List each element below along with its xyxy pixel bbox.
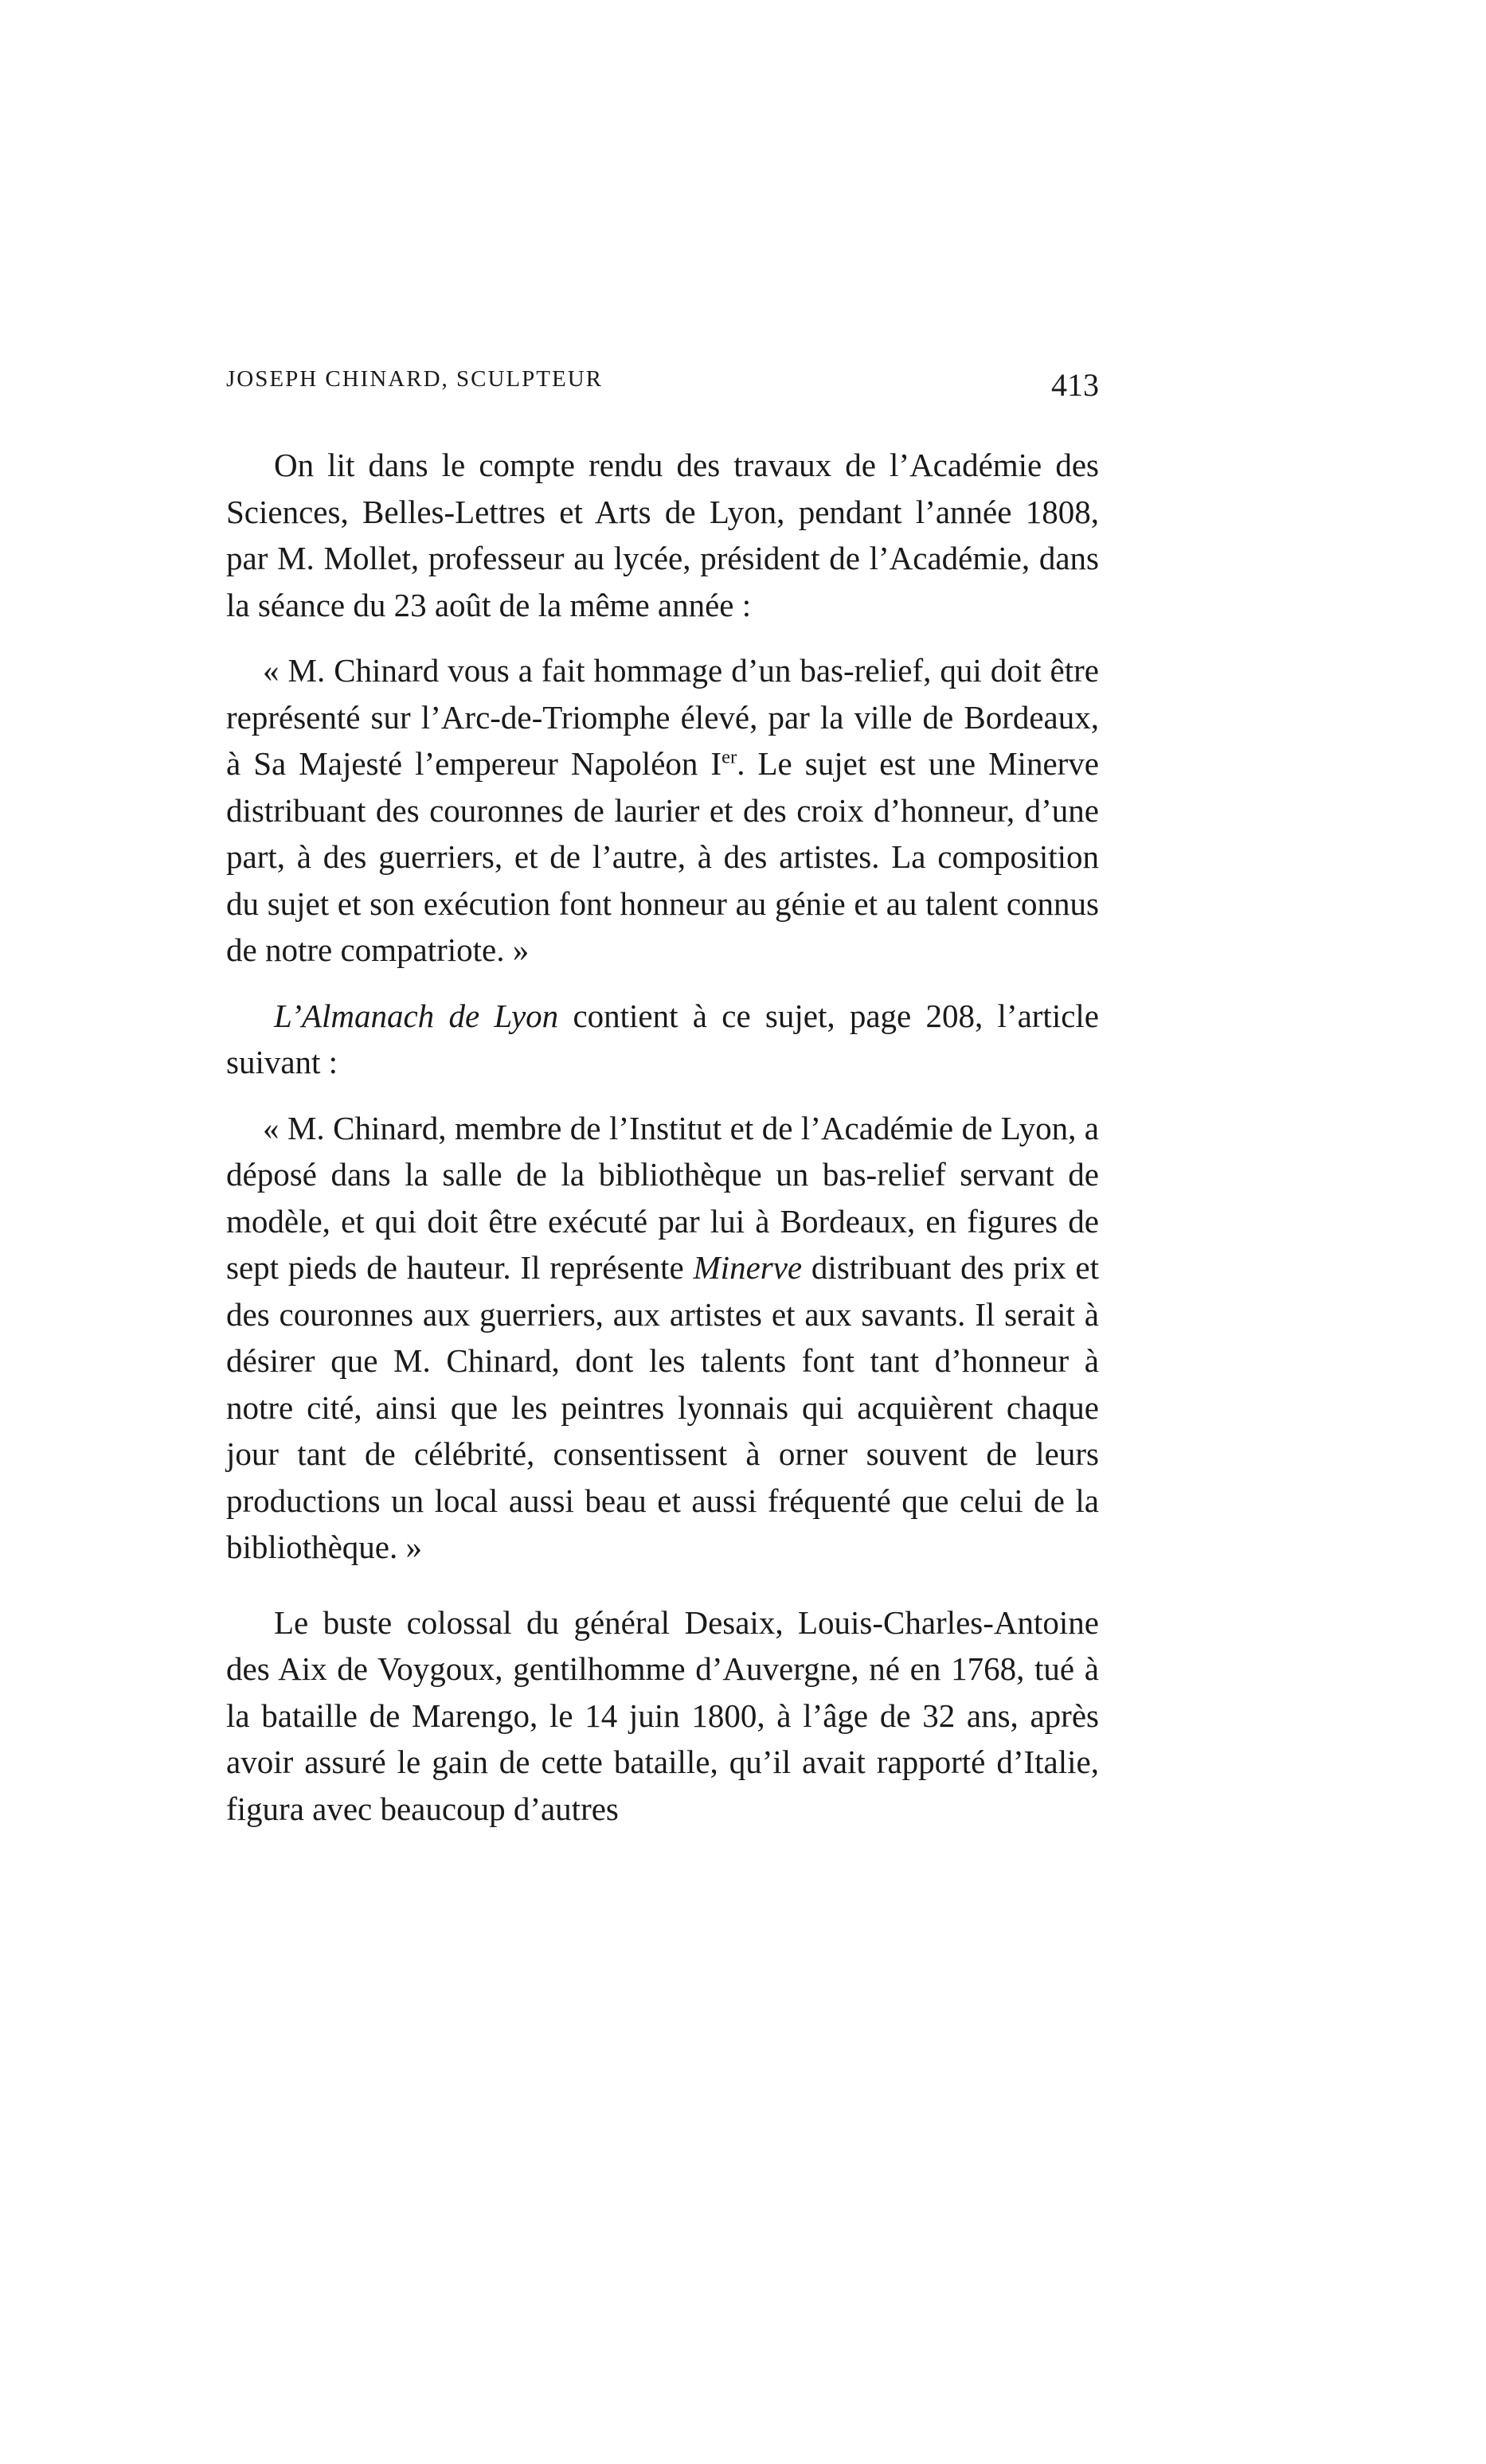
paragraph-1 — [226, 442, 1099, 628]
paragraph-5-text: Le buste colossal du général Desaix, Louis-Charles-Antoine des Aix de Voygoux, gentilhomme d’Auvergne, né en 1768, tué à la bataille de Marengo, le 14 juin 1800, à l’âge de 32 ans, après avoir assuré le gain de cette bataille, qu’il avait rapporté d’Italie, figura avec beaucoup d’autres — [226, 1603, 1099, 1827]
paragraph-2-quote — [226, 647, 1099, 974]
paragraph-2-text-a: « M. Chinard vous a fait hommage d’un bas-relief, qui doit être représenté sur l’Arc-de-Triomphe élevé, par la ville de Bordeaux, à Sa Majesté l’empereur Napoléon I — [226, 652, 1099, 782]
paragraph-1-text: On lit dans le compte rendu des travaux de l’Académie des Sciences, Belles-Lettres et Arts de Lyon, pendant l’année 1808, par M. Mollet, professeur au lycée, président de l’Académie, dans la séance du 23 août de la même année : — [226, 447, 1099, 623]
page-number: 413 — [1051, 367, 1099, 403]
minerve-italic: Minerve — [693, 1249, 803, 1286]
paragraph-2-text-b: . Le sujet est une Minerve distribuant des couronnes de laurier et des croix d’honneur, d’une part, à des guerriers, et de l’autre, à des artistes. La composition du sujet et son exécution font honneur au génie et au talent connus de notre compatriote. » — [226, 745, 1099, 968]
paragraph-4-quote — [226, 1105, 1099, 1571]
almanach-title: L’Almanach de Lyon — [274, 997, 559, 1034]
paragraph-4-text-a: « M. Chinard, membre de l’Institut et de l’Académie de Lyon, a déposé dans la salle de la bibliothèque un bas-relief servant de modèle, et qui doit être exécuté par lui à Bordeaux, en figures de sept pieds de hauteur. Il représente — [226, 1109, 1099, 1286]
paragraph-3-text: contient à ce sujet, page 208, l’article suivant : — [226, 997, 1099, 1080]
paragraph-3 — [226, 993, 1099, 1086]
running-head — [0, 366, 1099, 414]
body-text — [226, 442, 1099, 1832]
ordinal-superscript: er — [721, 746, 737, 768]
running-title: JOSEPH CHINARD, SCULPTEUR — [226, 366, 603, 392]
paragraph-4-text-b: distribuant des prix et des couronnes aux guerriers, aux artistes et aux savants. Il serait à désirer que M. Chinard, dont les talents font tant d’honneur à notre cité, ainsi que les peintres lyonnais qui acquièrent chaque jour tant de célébrité, consentissent à orner souvent de leurs productions un local aussi beau et aussi fréquenté que celui de la bibliothèque. » — [226, 1249, 1099, 1565]
paragraph-5 — [226, 1599, 1099, 1833]
